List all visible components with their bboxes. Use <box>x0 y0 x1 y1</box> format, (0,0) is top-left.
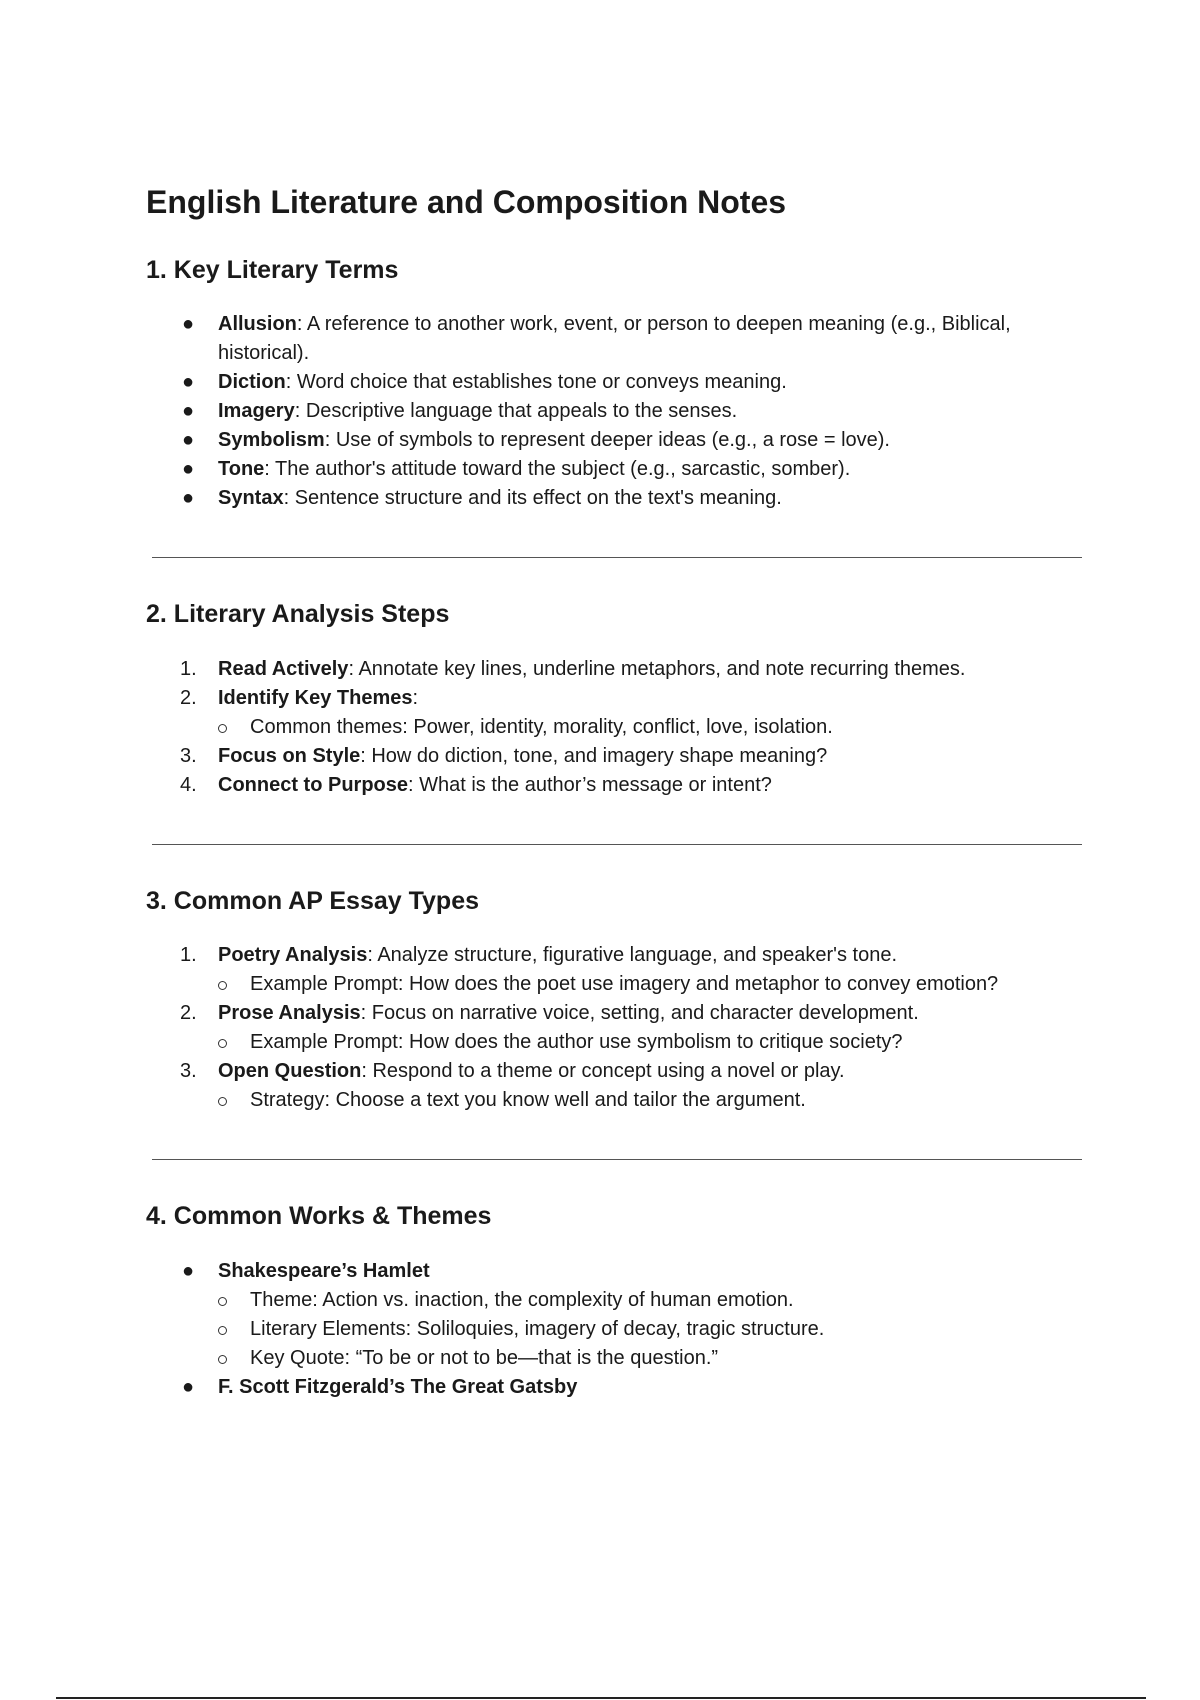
description: : Respond to a theme or concept using a novel or play. <box>361 1060 845 1083</box>
bullet-icon: ● <box>182 371 195 394</box>
sub-list <box>218 1086 1086 1115</box>
term: Read Actively <box>218 657 349 680</box>
bullet-icon: ● <box>182 1375 195 1398</box>
works-list <box>146 1257 1086 1402</box>
circle-bullet-icon <box>218 724 227 733</box>
definition: : The author's attitude toward the subject (e.g., sarcastic, somber). <box>264 458 851 481</box>
list-item <box>146 771 1086 800</box>
term: Focus on Style <box>218 744 361 767</box>
sub-list-item <box>218 1286 1086 1315</box>
sub-list <box>218 970 1086 999</box>
list-item <box>146 999 1086 1057</box>
item-number: 4. <box>180 773 197 796</box>
term: Identify Key Themes <box>218 686 413 709</box>
circle-bullet-icon <box>218 1326 227 1335</box>
term: Poetry Analysis <box>218 944 368 967</box>
sub-item-text: Example Prompt: How does the poet use imagery and metaphor to convey emotion? <box>250 973 999 996</box>
list-item <box>146 742 1086 771</box>
item-number: 1. <box>180 657 197 680</box>
definition: : A reference to another work, event, or person to deepen meaning (e.g., Biblical, historical). <box>218 313 1011 365</box>
term: Connect to Purpose <box>218 773 409 796</box>
sub-list <box>218 713 1086 742</box>
bullet-icon: ● <box>182 1259 195 1282</box>
term: Symbolism <box>218 429 325 452</box>
term: Prose Analysis <box>218 1002 361 1025</box>
description: : Annotate key lines, underline metaphors, and note recurring themes. <box>348 657 966 680</box>
bullet-icon: ● <box>182 313 195 336</box>
analysis-steps-list <box>146 655 1086 800</box>
document-page <box>146 172 1086 1402</box>
term: Open Question <box>218 1060 362 1083</box>
list-item <box>146 426 1086 455</box>
circle-bullet-icon <box>218 1039 227 1048</box>
description: : How do diction, tone, and imagery shape meaning? <box>360 744 828 767</box>
work-title: F. Scott Fitzgerald’s The Great Gatsby <box>218 1375 578 1398</box>
circle-bullet-icon <box>218 981 227 990</box>
section-heading-key-terms: 1. Key Literary Terms <box>146 255 399 284</box>
list-item <box>146 941 1086 999</box>
section-divider <box>152 557 1082 558</box>
section-divider <box>152 1159 1082 1160</box>
list-item <box>146 455 1086 484</box>
term: Syntax <box>218 487 284 510</box>
list-item <box>146 484 1086 513</box>
sub-list-item <box>218 1028 1086 1057</box>
item-number: 3. <box>180 1060 197 1083</box>
sub-item-text: Literary Elements: Soliloquies, imagery of decay, tragic structure. <box>250 1317 825 1340</box>
description: : Focus on narrative voice, setting, and character development. <box>360 1002 919 1025</box>
definition: : Use of symbols to represent deeper ideas (e.g., a rose = love). <box>324 429 890 452</box>
definition: : Descriptive language that appeals to the senses. <box>294 400 738 423</box>
work-title: Shakespeare’s Hamlet <box>218 1259 430 1282</box>
list-item <box>146 310 1086 368</box>
list-item <box>146 397 1086 426</box>
sub-list <box>218 1028 1086 1057</box>
list-item <box>146 684 1086 742</box>
sub-item-text: Example Prompt: How does the author use symbolism to critique society? <box>250 1031 903 1054</box>
list-item <box>146 1057 1086 1115</box>
term: Diction <box>218 371 286 394</box>
bullet-icon: ● <box>182 458 195 481</box>
description: : What is the author’s message or intent? <box>408 773 772 796</box>
item-number: 2. <box>180 1002 197 1025</box>
key-terms-list <box>146 310 1086 513</box>
list-item <box>146 655 1086 684</box>
definition: : Sentence structure and its effect on the text's meaning. <box>283 487 782 510</box>
section-heading-analysis-steps: 2. Literary Analysis Steps <box>146 600 450 629</box>
page-title: English Literature and Composition Notes <box>146 184 787 220</box>
page-bottom-rule <box>56 1697 1146 1699</box>
sub-list-item <box>218 1344 1086 1373</box>
bullet-icon: ● <box>182 429 195 452</box>
bullet-icon: ● <box>182 400 195 423</box>
sub-list-item <box>218 713 1086 742</box>
sub-list-item <box>218 1086 1086 1115</box>
description: : <box>412 686 419 709</box>
sub-item-text: Key Quote: “To be or not to be—that is the question.” <box>250 1346 719 1369</box>
sub-list <box>218 1286 1086 1373</box>
sub-item-text: Common themes: Power, identity, morality, conflict, love, isolation. <box>250 715 833 738</box>
section-divider <box>152 844 1082 845</box>
term: Imagery <box>218 400 295 423</box>
list-item <box>146 1257 1086 1373</box>
essay-types-list <box>146 941 1086 1115</box>
item-number: 1. <box>180 944 197 967</box>
term: Allusion <box>218 313 297 336</box>
sub-item-text: Theme: Action vs. inaction, the complexity of human emotion. <box>250 1288 794 1311</box>
description: : Analyze structure, figurative language, and speaker's tone. <box>367 944 898 967</box>
sub-list-item <box>218 1315 1086 1344</box>
section-heading-essay-types: 3. Common AP Essay Types <box>146 886 479 915</box>
sub-item-text: Strategy: Choose a text you know well and tailor the argument. <box>250 1089 806 1112</box>
circle-bullet-icon <box>218 1297 227 1306</box>
item-number: 3. <box>180 744 197 767</box>
sub-list-item <box>218 970 1086 999</box>
section-heading-works-themes: 4. Common Works & Themes <box>146 1202 492 1231</box>
definition: : Word choice that establishes tone or conveys meaning. <box>285 371 787 394</box>
bullet-icon: ● <box>182 487 195 510</box>
term: Tone <box>218 458 265 481</box>
item-number: 2. <box>180 686 197 709</box>
list-item <box>146 368 1086 397</box>
circle-bullet-icon <box>218 1355 227 1364</box>
circle-bullet-icon <box>218 1097 227 1106</box>
list-item <box>146 1373 1086 1402</box>
